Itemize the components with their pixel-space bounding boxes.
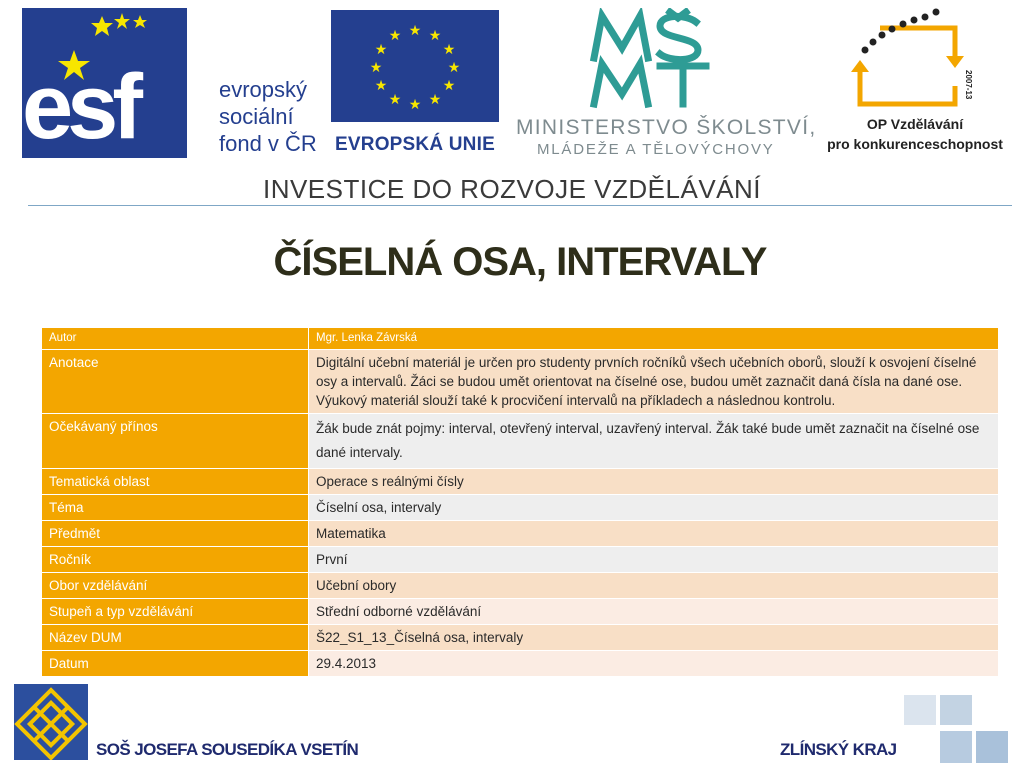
banner-text: INVESTICE DO ROZVOJE VZDĚLÁVÁNÍ: [262, 174, 762, 204]
esf-line2: sociální: [219, 104, 294, 129]
eu-logo: [331, 10, 499, 155]
svg-text:★: ★: [442, 78, 456, 94]
esf-line3: fond v ČR: [219, 131, 317, 156]
info-table: [41, 327, 999, 677]
msmt-line1: MINISTERSTVO ŠKOLSTVÍ,: [516, 116, 817, 139]
eu-flag-logo: [331, 10, 499, 122]
decorative-square: [940, 731, 972, 763]
esf-line1: evropský: [219, 77, 308, 102]
row-key: Téma: [42, 495, 309, 521]
table-row: [42, 495, 999, 521]
op-logo: [820, 8, 1010, 158]
op-year: 2007-13: [964, 70, 973, 100]
decorative-square: [904, 695, 936, 725]
row-key: Autor: [42, 328, 309, 350]
table-row: [42, 573, 999, 599]
op-mark: [820, 8, 1010, 113]
eu-caption: EVROPSKÁ UNIE: [335, 134, 495, 155]
op-line2: pro konkurenceschopnost: [827, 136, 1003, 152]
table-row: [42, 547, 999, 573]
svg-text:★: ★: [374, 42, 388, 58]
table-row: [42, 350, 999, 414]
page-title: ČÍSELNÁ OSA, INTERVALY: [273, 240, 767, 284]
msmt-logo: [510, 8, 817, 158]
row-value: Operace s reálnými čísly: [309, 469, 999, 495]
school-name: SOŠ JOSEFA SOUSEDÍKA VSETÍN: [96, 740, 359, 759]
region-name: ZLÍNSKÝ KRAJ: [780, 740, 897, 759]
svg-text:★: ★: [428, 28, 442, 44]
row-value: Číselní osa, intervaly: [309, 495, 999, 521]
svg-text:★: ★: [408, 97, 422, 113]
row-key: Anotace: [42, 350, 309, 414]
row-key: Očekávaný přínos: [42, 414, 309, 469]
row-value: První: [309, 547, 999, 573]
row-value: 29.4.2013: [309, 651, 999, 677]
row-value: Matematika: [309, 521, 999, 547]
row-key: Datum: [42, 651, 309, 677]
decorative-square: [976, 731, 1008, 763]
school-logo-mark: [14, 684, 88, 760]
eu-stars: [331, 10, 499, 122]
header-divider: [28, 205, 1012, 206]
table-row: [42, 651, 999, 677]
msmt-mark: [510, 8, 810, 113]
row-value: Žák bude znát pojmy: interval, otevřený interval, uzavřený interval. Žák také bude umět zaznačit na číselné ose dané intervaly.: [309, 414, 999, 469]
msmt-line2: MLÁDEŽE A TĚLOVÝCHOVY: [537, 141, 775, 158]
table-row: [42, 521, 999, 547]
row-key: Ročník: [42, 547, 309, 573]
svg-text:★: ★: [369, 60, 383, 76]
row-value: Š22_S1_13_Číselná osa, intervaly: [309, 625, 999, 651]
row-value: Střední odborné vzdělávání: [309, 599, 999, 625]
school-logo: [14, 684, 88, 760]
op-line1: OP Vzdělávání: [866, 116, 964, 132]
esf-logo: [22, 8, 322, 158]
svg-text:★: ★: [374, 78, 388, 94]
svg-text:esf: esf: [22, 56, 137, 158]
svg-text:★: ★: [408, 23, 422, 39]
svg-text:★: ★: [428, 92, 442, 108]
row-key: Název DUM: [42, 625, 309, 651]
row-key: Tematická oblast: [42, 469, 309, 495]
decorative-square: [940, 695, 972, 725]
svg-text:★: ★: [388, 28, 402, 44]
row-key: Stupeň a typ vzdělávání: [42, 599, 309, 625]
table-row: [42, 599, 999, 625]
row-key: Předmět: [42, 521, 309, 547]
row-key: Obor vzdělávání: [42, 573, 309, 599]
svg-text:★: ★: [442, 42, 456, 58]
table-row: [42, 625, 999, 651]
row-value: Digitální učební materiál je určen pro studenty prvních ročníků všech učebních oborů, slouží k osvojení číselné osy a intervalů. Žáci se budou umět orientovat na číselné ose, budou umět zaznačit daná čísla na dané ose. Výukový materiál slouží také k procvičení intervalů na příkladech a následnou kontrolu.: [309, 350, 999, 414]
table-row: [42, 328, 999, 350]
table-row: [42, 414, 999, 469]
svg-text:★: ★: [388, 92, 402, 108]
table-row: [42, 469, 999, 495]
row-value: Mgr. Lenka Závrská: [309, 328, 999, 350]
row-value: Učební obory: [309, 573, 999, 599]
svg-text:★: ★: [447, 60, 461, 76]
